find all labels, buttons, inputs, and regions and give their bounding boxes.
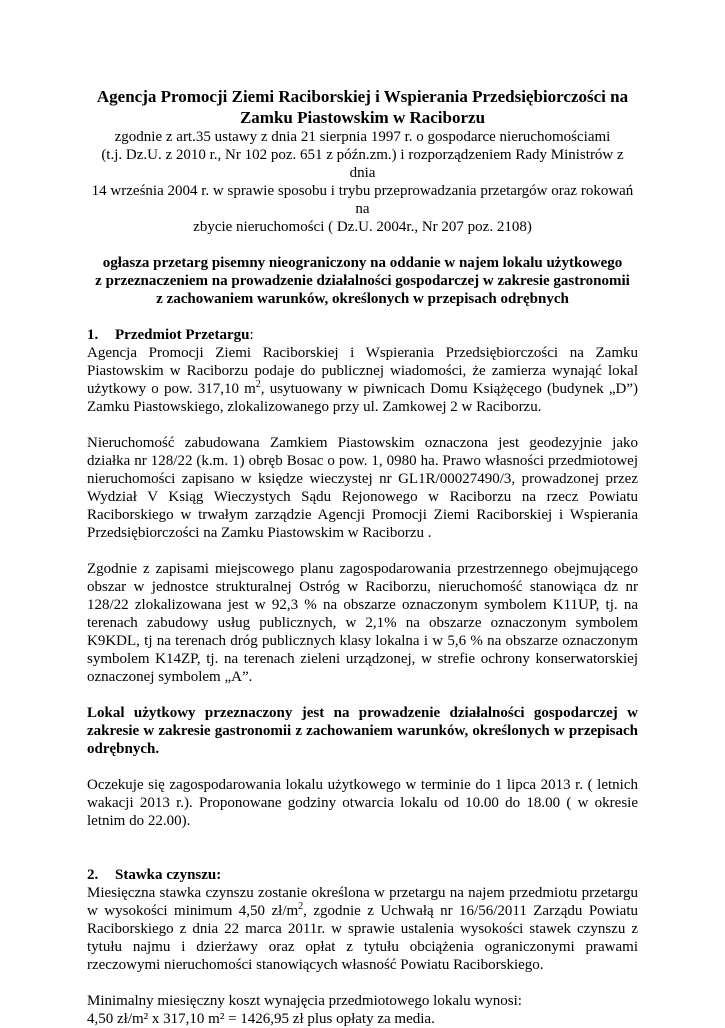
legal-line: (t.j. Dz.U. z 2010 r., Nr 102 poz. 651 z późn.zm.) i rozporządzeniem Rady Ministrów z dnia xyxy=(101,147,624,181)
paragraph-text: Miesięczna stawka czynszu zostanie określona w przetargu na najem przedmiotu przetargu w wysokości minimum 4,50 zł/m xyxy=(87,885,638,919)
paragraph: Nieruchomość zabudowana Zamkiem Piastowskim oznaczona jest geodezyjnie jako działka nr 128/22 (k.m. 1) obręb Bosac o pow. 1, 0980 ha. Prawo własności przedmiotowej nieruchomości zapisano w księdze wieczystej nr GL1R/00027490/3, prowadzonej przez Wydział V Ksiąg Wieczystych Sądu Rejonowego w Raciborzu na rzecz Powiatu Raciborskiego w trwałym zarządzie Agencji Promocji Ziemi Raciborskiej i Wspierania Przedsiębiorczości na Zamku Piastowskim w Raciborzu . xyxy=(87,435,638,541)
document-title xyxy=(87,86,638,128)
cost-formula: 4,50 zł/m² x 317,10 m² = 1426,95 zł plus opłaty za media. xyxy=(87,1011,435,1027)
legal-line: zgodnie z art.35 ustawy z dnia 21 sierpnia 1997 r. o gospodarce nieruchomościami xyxy=(114,129,611,145)
title-line: Zamku Piastowskim w Raciborzu xyxy=(239,108,486,127)
paragraph: Zgodnie z zapisami miejscowego planu zagospodarowania przestrzennego obejmującego obszar w jednostce strukturalnej Ostróg w Raciborzu, nieruchomość stanowiąca dz nr 128/22 zlokalizowana jest w 92,3 % na obszarze oznaczonym symbolem K11UP, tj. na terenach zabudowy usług publicznych, w 2,1% na obszarze oznaczonym symbolem K9KDL, tj na terenach dróg publicznych klasy lokalna i w 5,6 % na obszarze oznaczonym symbolem K14ZP, tj. na terenach zieleni urządzonej, w strefie ochrony konserwatorskiej oznaczonej symbolem „A”. xyxy=(87,561,638,685)
superscript: 2 xyxy=(298,901,304,912)
paragraph-text: Agencja Promocji Ziemi Raciborskiej i Wspierania Przedsiębiorczości na Zamku Piastowskim w Raciborzu podaje do publicznej wiadomości, że zamierza wynająć lokal użytkowy o pow. 317,10 m xyxy=(87,345,638,397)
section-2 xyxy=(87,866,638,1028)
legal-line: 14 września 2004 r. w sprawie sposobu i trybu przeprowadzania przetargów oraz rokowań na xyxy=(91,183,634,217)
superscript: 2 xyxy=(255,379,261,390)
section-title: Stawka czynszu: xyxy=(115,867,222,883)
announcement xyxy=(87,254,638,308)
legal-line: zbycie nieruchomości ( Dz.U. 2004r., Nr 207 poz. 2108) xyxy=(193,219,532,235)
section-heading xyxy=(87,326,638,344)
section-title-colon: : xyxy=(249,327,254,343)
legal-basis xyxy=(87,128,638,236)
title-line: Agencja Promocji Ziemi Raciborskiej i Wspierania Przedsiębiorczości na xyxy=(96,87,629,106)
paragraph-bold: Lokal użytkowy przeznaczony jest na prowadzenie działalności gospodarczej w zakresie w zakresie gastronomii z zachowaniem warunków, określonych w przepisach odrębnych. xyxy=(87,705,638,757)
announcement-line: z zachowaniem warunków, określonych w przepisach odrębnych xyxy=(156,291,569,307)
paragraph xyxy=(87,884,638,974)
section-number: 1. xyxy=(87,327,99,343)
paragraph: Oczekuje się zagospodarowania lokalu użytkowego w terminie do 1 lipca 2013 r. ( letnich wakacji 2013 r.). Proponowane godziny otwarcia lokalu od 10.00 do 18.00 ( w okresie letnim do 22.00). xyxy=(87,777,638,829)
section-title: Przedmiot Przetargu xyxy=(115,327,250,343)
paragraph-text: , usytuowany w piwnicach Domu Książęcego (budynek „D”) Zamku Piastowskiego, zlokalizowanego przy ul. Zamkowej 2 w Raciborzu. xyxy=(87,381,639,415)
paragraph xyxy=(87,344,638,416)
cost-line: Minimalny miesięczny koszt wynajęcia przedmiotowego lokalu wynosi: xyxy=(87,993,522,1009)
section-number: 2. xyxy=(87,867,99,883)
announcement-line: z przeznaczeniem na prowadzenie działalności gospodarczej w zakresie gastronomii xyxy=(95,273,630,289)
section-heading xyxy=(87,866,638,884)
paragraph-text: , zgodnie z Uchwałą nr 16/56/2011 Zarządu Powiatu Raciborskiego z dnia 22 marca 2011r. w sprawie ustalenia wysokości stawek czynszu z tytułu najmu i dzierżawy oraz opłat z tytułu obciążenia ograniczonymi prawami rzeczowymi nieruchomości stanowiących własność Powiatu Raciborskiego. xyxy=(87,903,638,973)
section-1 xyxy=(87,326,638,830)
announcement-line: ogłasza przetarg pisemny nieograniczony na oddanie w najem lokalu użytkowego xyxy=(102,255,623,271)
